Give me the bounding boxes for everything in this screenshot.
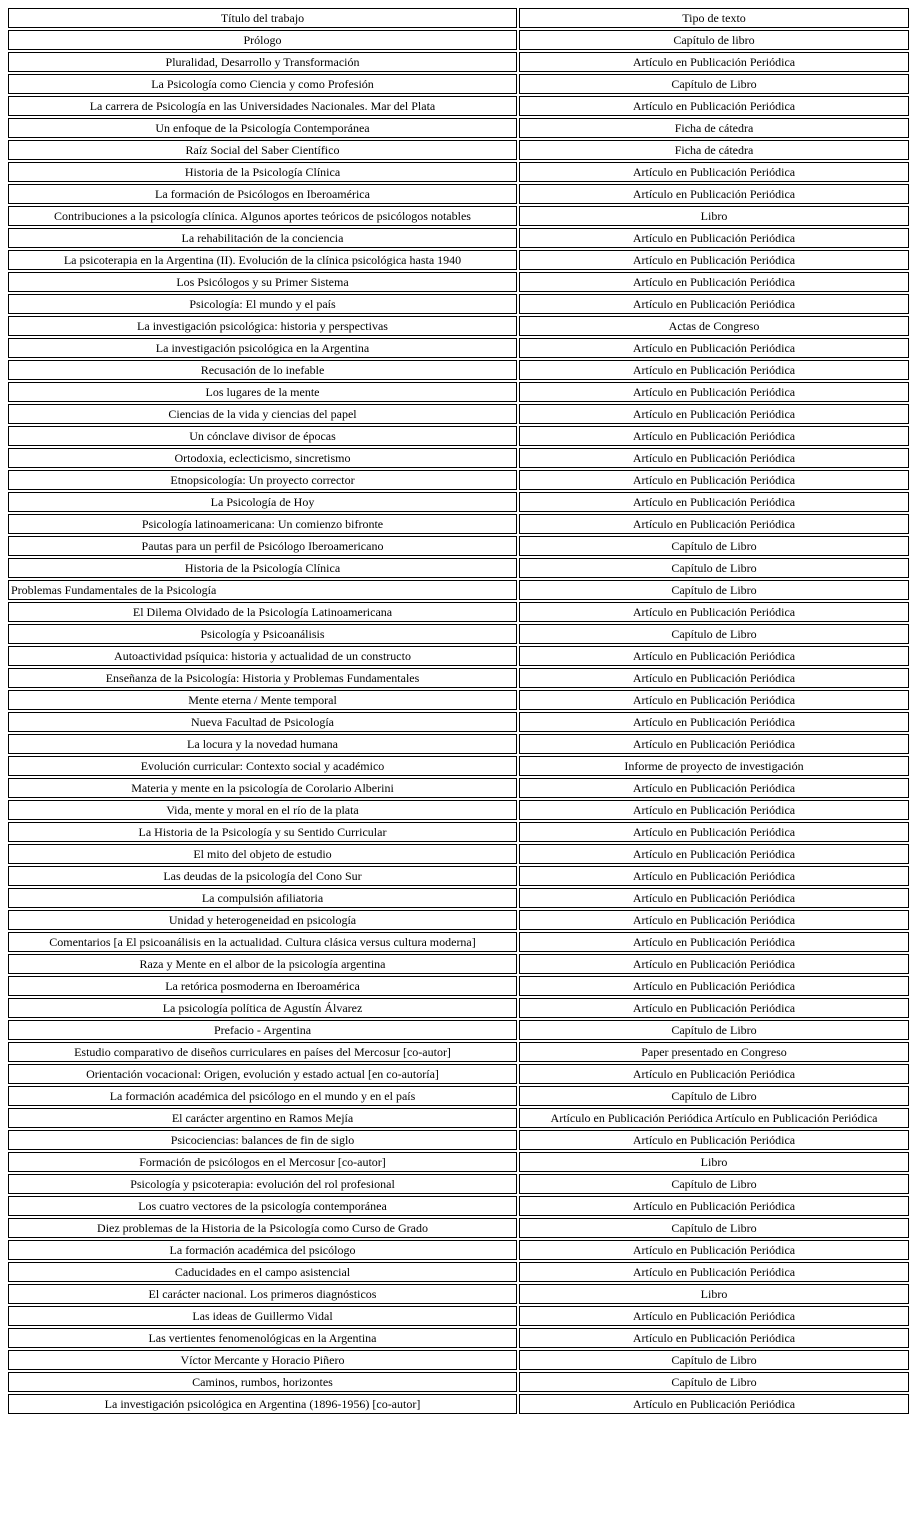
text-type-cell: Artículo en Publicación Periódica — [519, 228, 909, 248]
table-row — [8, 228, 909, 248]
text-type-cell: Artículo en Publicación Periódica — [519, 404, 909, 424]
text-type-cell: Capítulo de Libro — [519, 1218, 909, 1238]
table-row — [8, 536, 909, 556]
text-type-cell: Artículo en Publicación Periódica — [519, 52, 909, 72]
text-type-cell: Artículo en Publicación Periódica — [519, 96, 909, 116]
work-title-cell: La investigación psicológica en la Argentina — [8, 338, 517, 358]
table-row — [8, 426, 909, 446]
work-title-cell: La formación de Psicólogos en Iberoamérica — [8, 184, 517, 204]
table-row — [8, 1284, 909, 1304]
work-title-cell: La compulsión afiliatoria — [8, 888, 517, 908]
header-title-cell: Título del trabajo — [8, 8, 517, 28]
table-row — [8, 74, 909, 94]
table-row — [8, 624, 909, 644]
text-type-cell: Artículo en Publicación Periódica — [519, 1064, 909, 1084]
text-type-cell: Artículo en Publicación Periódica — [519, 844, 909, 864]
work-title-cell: Contribuciones a la psicología clínica. Algunos aportes teóricos de psicólogos notables — [8, 206, 517, 226]
work-title-cell: La investigación psicológica: historia y perspectivas — [8, 316, 517, 336]
table-row — [8, 96, 909, 116]
table-row — [8, 448, 909, 468]
header-row — [8, 8, 909, 28]
text-type-cell: Artículo en Publicación Periódica — [519, 360, 909, 380]
text-type-cell: Artículo en Publicación Periódica — [519, 822, 909, 842]
work-title-cell: Ortodoxia, eclecticismo, sincretismo — [8, 448, 517, 468]
text-type-cell: Artículo en Publicación Periódica — [519, 470, 909, 490]
work-title-cell: La Historia de la Psicología y su Sentido Curricular — [8, 822, 517, 842]
text-type-cell: Capítulo de Libro — [519, 536, 909, 556]
table-row — [8, 382, 909, 402]
text-type-cell: Artículo en Publicación Periódica — [519, 1262, 909, 1282]
text-type-cell: Artículo en Publicación Periódica — [519, 646, 909, 666]
text-type-cell: Capítulo de Libro — [519, 1174, 909, 1194]
table-row — [8, 1020, 909, 1040]
table-row — [8, 998, 909, 1018]
table-row — [8, 1086, 909, 1106]
text-type-cell: Artículo en Publicación Periódica — [519, 668, 909, 688]
text-type-cell: Artículo en Publicación Periódica — [519, 162, 909, 182]
table-row — [8, 800, 909, 820]
text-type-cell: Artículo en Publicación Periódica — [519, 250, 909, 270]
table-row — [8, 866, 909, 886]
text-type-cell: Libro — [519, 206, 909, 226]
work-title-cell: Autoactividad psíquica: historia y actualidad de un constructo — [8, 646, 517, 666]
work-title-cell: Recusación de lo inefable — [8, 360, 517, 380]
table-row — [8, 1240, 909, 1260]
text-type-cell: Libro — [519, 1152, 909, 1172]
table-row — [8, 52, 909, 72]
work-title-cell: Las ideas de Guillermo Vidal — [8, 1306, 517, 1326]
table-row — [8, 558, 909, 578]
text-type-cell: Artículo en Publicación Periódica — [519, 514, 909, 534]
work-title-cell: Nueva Facultad de Psicología — [8, 712, 517, 732]
work-title-cell: Psicología: El mundo y el país — [8, 294, 517, 314]
text-type-cell: Artículo en Publicación Periódica — [519, 888, 909, 908]
work-title-cell: Caminos, rumbos, horizontes — [8, 1372, 517, 1392]
text-type-cell: Artículo en Publicación Periódica — [519, 1394, 909, 1414]
table-row — [8, 734, 909, 754]
table-row — [8, 1042, 909, 1062]
work-title-cell: La retórica posmoderna en Iberoamérica — [8, 976, 517, 996]
work-title-cell: La psicoterapia en la Argentina (II). Evolución de la clínica psicológica hasta 1940 — [8, 250, 517, 270]
table-row — [8, 206, 909, 226]
text-type-cell: Capítulo de Libro — [519, 74, 909, 94]
table-row — [8, 1174, 909, 1194]
table-row — [8, 1064, 909, 1084]
table-body — [8, 30, 909, 1414]
text-type-cell: Informe de proyecto de investigación — [519, 756, 909, 776]
table-row — [8, 1394, 909, 1414]
table-row — [8, 272, 909, 292]
table-row — [8, 360, 909, 380]
text-type-cell: Capítulo de Libro — [519, 558, 909, 578]
text-type-cell: Artículo en Publicación Periódica — [519, 734, 909, 754]
text-type-cell: Ficha de cátedra — [519, 140, 909, 160]
work-title-cell: La carrera de Psicología en las Universidades Nacionales. Mar del Plata — [8, 96, 517, 116]
table-row — [8, 778, 909, 798]
table-row — [8, 976, 909, 996]
text-type-cell: Artículo en Publicación Periódica — [519, 910, 909, 930]
work-title-cell: Historia de la Psicología Clínica — [8, 162, 517, 182]
text-type-cell: Artículo en Publicación Periódica — [519, 492, 909, 512]
text-type-cell: Paper presentado en Congreso — [519, 1042, 909, 1062]
work-title-cell: Materia y mente en la psicología de Corolario Alberini — [8, 778, 517, 798]
work-title-cell: Pluralidad, Desarrollo y Transformación — [8, 52, 517, 72]
text-type-cell: Artículo en Publicación Periódica — [519, 1240, 909, 1260]
work-title-cell: Caducidades en el campo asistencial — [8, 1262, 517, 1282]
text-type-cell: Capítulo de Libro — [519, 1086, 909, 1106]
table-row — [8, 1196, 909, 1216]
work-title-cell: El carácter argentino en Ramos Mejía — [8, 1108, 517, 1128]
text-type-cell: Artículo en Publicación Periódica — [519, 1306, 909, 1326]
work-title-cell: Raza y Mente en el albor de la psicología argentina — [8, 954, 517, 974]
work-title-cell: Raíz Social del Saber Científico — [8, 140, 517, 160]
table-row — [8, 690, 909, 710]
work-title-cell: Formación de psicólogos en el Mercosur [co-autor] — [8, 1152, 517, 1172]
table-row — [8, 646, 909, 666]
text-type-cell: Artículo en Publicación Periódica — [519, 954, 909, 974]
work-title-cell: El Dilema Olvidado de la Psicología Latinoamericana — [8, 602, 517, 622]
work-title-cell: Los Psicólogos y su Primer Sistema — [8, 272, 517, 292]
table-row — [8, 140, 909, 160]
work-title-cell: Evolución curricular: Contexto social y académico — [8, 756, 517, 776]
table-row — [8, 470, 909, 490]
table-row — [8, 514, 909, 534]
work-title-cell: Psicología y psicoterapia: evolución del rol profesional — [8, 1174, 517, 1194]
text-type-cell: Ficha de cátedra — [519, 118, 909, 138]
table-row — [8, 162, 909, 182]
text-type-cell: Capítulo de Libro — [519, 624, 909, 644]
text-type-cell: Artículo en Publicación Periódica — [519, 866, 909, 886]
table-row — [8, 602, 909, 622]
table-row — [8, 316, 909, 336]
work-title-cell: La formación académica del psicólogo — [8, 1240, 517, 1260]
work-title-cell: Prólogo — [8, 30, 517, 50]
table-header — [8, 8, 909, 28]
work-title-cell: Prefacio - Argentina — [8, 1020, 517, 1040]
table-row — [8, 1152, 909, 1172]
text-type-cell: Capítulo de Libro — [519, 1372, 909, 1392]
work-title-cell: Los cuatro vectores de la psicología contemporánea — [8, 1196, 517, 1216]
work-title-cell: El carácter nacional. Los primeros diagnósticos — [8, 1284, 517, 1304]
text-type-cell: Artículo en Publicación Periódica — [519, 448, 909, 468]
work-title-cell: Las deudas de la psicología del Cono Sur — [8, 866, 517, 886]
table-row — [8, 30, 909, 50]
header-type-cell: Tipo de texto — [519, 8, 909, 28]
work-title-cell: La investigación psicológica en Argentina (1896-1956) [co-autor] — [8, 1394, 517, 1414]
text-type-cell: Artículo en Publicación Periódica — [519, 602, 909, 622]
table-row — [8, 1108, 909, 1128]
text-type-cell: Artículo en Publicación Periódica — [519, 976, 909, 996]
work-title-cell: Ciencias de la vida y ciencias del papel — [8, 404, 517, 424]
work-title-cell: Estudio comparativo de diseños curriculares en países del Mercosur [co-autor] — [8, 1042, 517, 1062]
table-row — [8, 492, 909, 512]
work-title-cell: Un cónclave divisor de épocas — [8, 426, 517, 446]
work-title-cell: Mente eterna / Mente temporal — [8, 690, 517, 710]
work-title-cell: Orientación vocacional: Origen, evolución y estado actual [en co-autoría] — [8, 1064, 517, 1084]
text-type-cell: Capítulo de Libro — [519, 1350, 909, 1370]
work-title-cell: Psicología y Psicoanálisis — [8, 624, 517, 644]
table-row — [8, 580, 909, 600]
work-title-cell: Comentarios [a El psicoanálisis en la actualidad. Cultura clásica versus cultura moderna] — [8, 932, 517, 952]
text-type-cell: Artículo en Publicación Periódica — [519, 1196, 909, 1216]
text-type-cell: Artículo en Publicación Periódica — [519, 712, 909, 732]
table-row — [8, 822, 909, 842]
work-title-cell: La Psicología como Ciencia y como Profesión — [8, 74, 517, 94]
text-type-cell: Capítulo de Libro — [519, 1020, 909, 1040]
work-title-cell: Psicología latinoamericana: Un comienzo bifronte — [8, 514, 517, 534]
table-row — [8, 910, 909, 930]
table-row — [8, 1218, 909, 1238]
text-type-cell: Artículo en Publicación Periódica Artículo en Publicación Periódica — [519, 1108, 909, 1128]
works-table — [6, 6, 911, 1416]
work-title-cell: Pautas para un perfil de Psicólogo Iberoamericano — [8, 536, 517, 556]
table-row — [8, 118, 909, 138]
table-row — [8, 954, 909, 974]
table-row — [8, 844, 909, 864]
work-title-cell: La Psicología de Hoy — [8, 492, 517, 512]
text-type-cell: Capítulo de libro — [519, 30, 909, 50]
work-title-cell: Los lugares de la mente — [8, 382, 517, 402]
work-title-cell: Víctor Mercante y Horacio Piñero — [8, 1350, 517, 1370]
text-type-cell: Artículo en Publicación Periódica — [519, 382, 909, 402]
table-row — [8, 1130, 909, 1150]
table-row — [8, 712, 909, 732]
work-title-cell: Diez problemas de la Historia de la Psicología como Curso de Grado — [8, 1218, 517, 1238]
table-row — [8, 1306, 909, 1326]
work-title-cell: Enseñanza de la Psicología: Historia y Problemas Fundamentales — [8, 668, 517, 688]
text-type-cell: Artículo en Publicación Periódica — [519, 932, 909, 952]
text-type-cell: Artículo en Publicación Periódica — [519, 1328, 909, 1348]
text-type-cell: Libro — [519, 1284, 909, 1304]
table-row — [8, 932, 909, 952]
table-row — [8, 404, 909, 424]
work-title-cell: Un enfoque de la Psicología Contemporánea — [8, 118, 517, 138]
text-type-cell: Artículo en Publicación Periódica — [519, 184, 909, 204]
work-title-cell: Psicociencias: balances de fin de siglo — [8, 1130, 517, 1150]
table-row — [8, 888, 909, 908]
text-type-cell: Artículo en Publicación Periódica — [519, 272, 909, 292]
table-row — [8, 338, 909, 358]
table-row — [8, 668, 909, 688]
work-title-cell: Vida, mente y moral en el río de la plata — [8, 800, 517, 820]
table-row — [8, 294, 909, 314]
text-type-cell: Artículo en Publicación Periódica — [519, 294, 909, 314]
text-type-cell: Artículo en Publicación Periódica — [519, 690, 909, 710]
text-type-cell: Artículo en Publicación Periódica — [519, 1130, 909, 1150]
work-title-cell: La formación académica del psicólogo en el mundo y en el país — [8, 1086, 517, 1106]
work-title-cell: Historia de la Psicología Clínica — [8, 558, 517, 578]
table-row — [8, 1372, 909, 1392]
text-type-cell: Artículo en Publicación Periódica — [519, 778, 909, 798]
work-title-cell: La rehabilitación de la conciencia — [8, 228, 517, 248]
text-type-cell: Capítulo de Libro — [519, 580, 909, 600]
text-type-cell: Artículo en Publicación Periódica — [519, 338, 909, 358]
table-row — [8, 184, 909, 204]
work-title-cell: La locura y la novedad humana — [8, 734, 517, 754]
work-title-cell: El mito del objeto de estudio — [8, 844, 517, 864]
work-title-cell: Unidad y heterogeneidad en psicología — [8, 910, 517, 930]
table-row — [8, 250, 909, 270]
work-title-cell: Problemas Fundamentales de la Psicología — [8, 580, 517, 600]
table-row — [8, 1328, 909, 1348]
text-type-cell: Actas de Congreso — [519, 316, 909, 336]
table-row — [8, 756, 909, 776]
work-title-cell: Las vertientes fenomenológicas en la Argentina — [8, 1328, 517, 1348]
text-type-cell: Artículo en Publicación Periódica — [519, 800, 909, 820]
work-title-cell: Etnopsicología: Un proyecto corrector — [8, 470, 517, 490]
table-row — [8, 1262, 909, 1282]
table-row — [8, 1350, 909, 1370]
work-title-cell: La psicología política de Agustín Álvarez — [8, 998, 517, 1018]
text-type-cell: Artículo en Publicación Periódica — [519, 426, 909, 446]
text-type-cell: Artículo en Publicación Periódica — [519, 998, 909, 1018]
